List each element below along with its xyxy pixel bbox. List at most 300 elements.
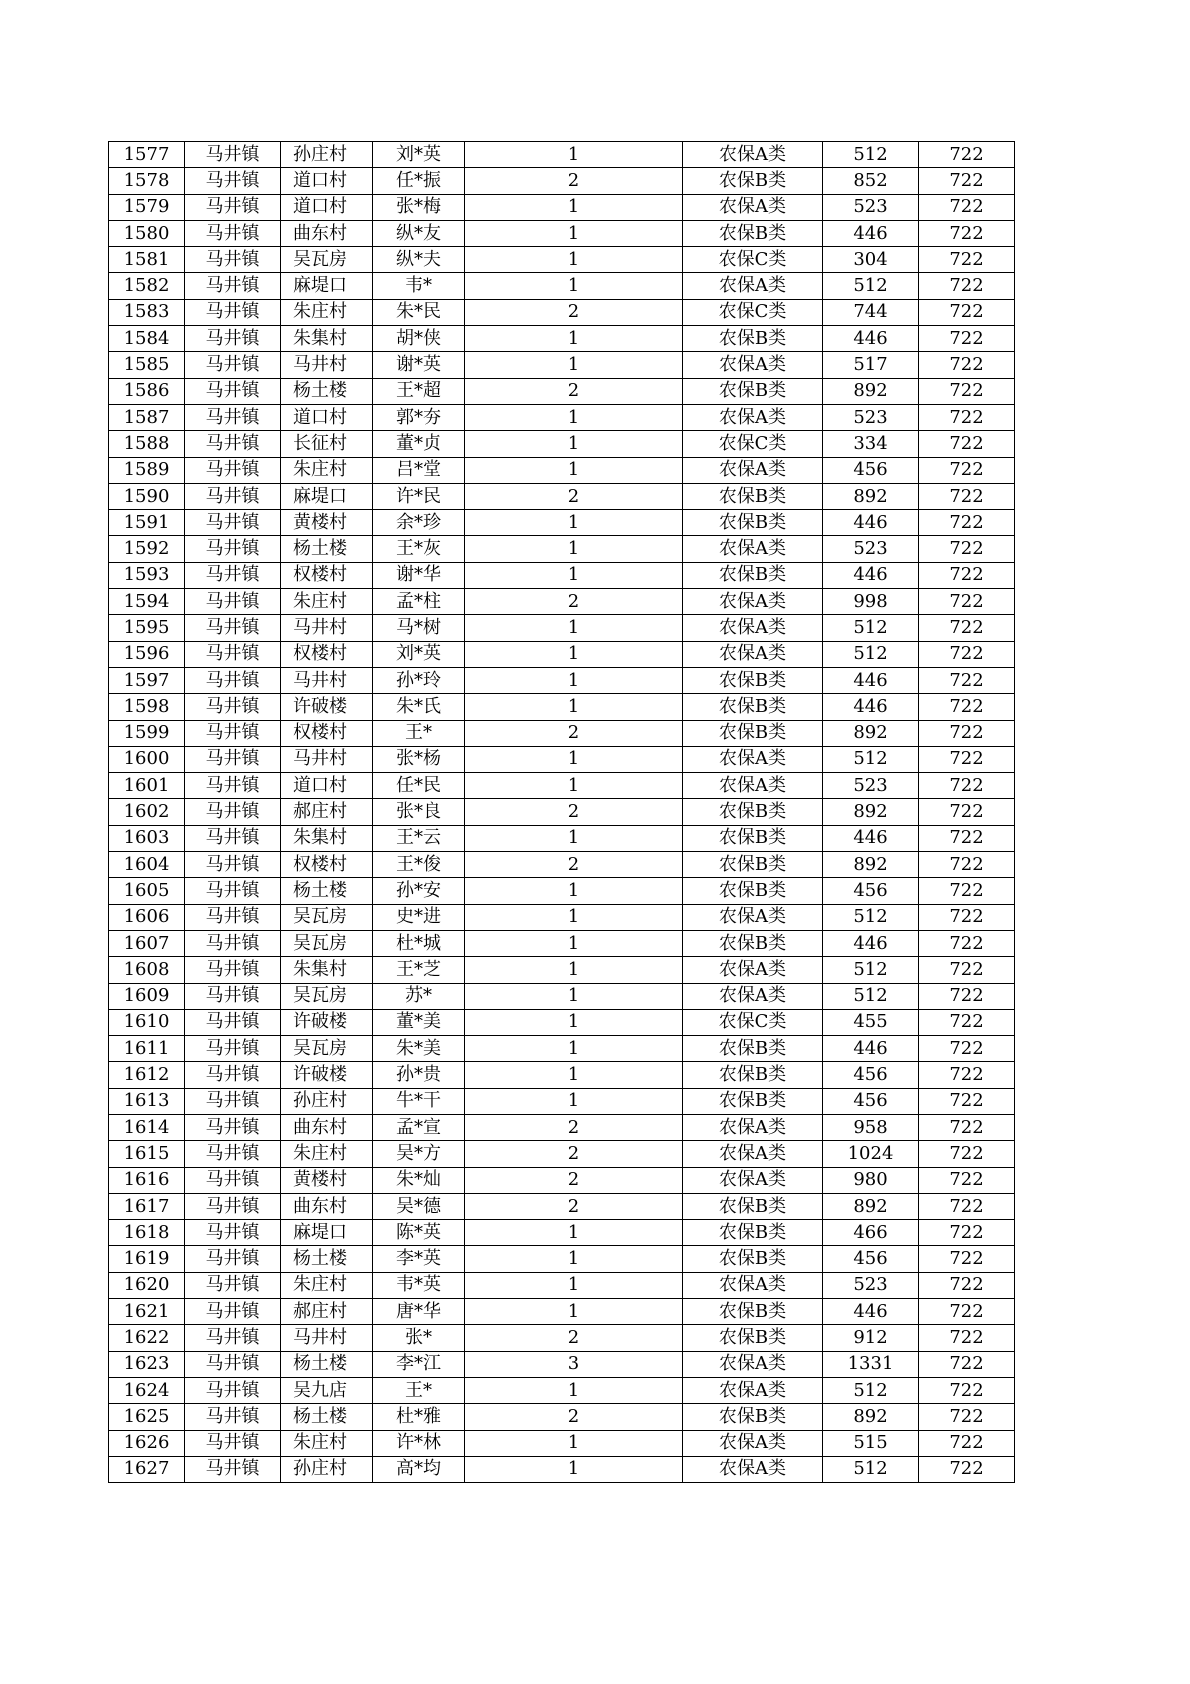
record-number-cell: 1580 (109, 220, 185, 246)
insurance-category-cell: 农保B类 (683, 483, 823, 509)
name-cell: 余*珍 (373, 510, 465, 536)
standard-cell: 722 (919, 1193, 1015, 1219)
town-cell: 马井镇 (185, 431, 281, 457)
insurance-category-cell: 农保B类 (683, 1299, 823, 1325)
standard-cell: 722 (919, 1325, 1015, 1351)
household-size-cell: 2 (465, 799, 683, 825)
town-cell: 马井镇 (185, 694, 281, 720)
household-size-cell: 1 (465, 247, 683, 273)
household-size-cell: 2 (465, 299, 683, 325)
table-row (109, 168, 1015, 194)
name-cell: 陈*英 (373, 1220, 465, 1246)
table-row (109, 1062, 1015, 1088)
record-number-cell: 1590 (109, 483, 185, 509)
standard-cell: 722 (919, 194, 1015, 220)
name-cell: 董*贞 (373, 431, 465, 457)
record-number-cell: 1613 (109, 1088, 185, 1114)
standard-cell: 722 (919, 720, 1015, 746)
village-cell: 权楼村 (281, 720, 373, 746)
amount-cell: 512 (823, 746, 919, 772)
standard-cell: 722 (919, 825, 1015, 851)
standard-cell: 722 (919, 983, 1015, 1009)
name-cell: 苏* (373, 983, 465, 1009)
record-number-cell: 1605 (109, 878, 185, 904)
town-cell: 马井镇 (185, 720, 281, 746)
name-cell: 张*杨 (373, 746, 465, 772)
name-cell: 刘*英 (373, 142, 465, 168)
name-cell: 纵*夫 (373, 247, 465, 273)
amount-cell: 456 (823, 1088, 919, 1114)
town-cell: 马井镇 (185, 1404, 281, 1430)
record-number-cell: 1585 (109, 352, 185, 378)
amount-cell: 744 (823, 299, 919, 325)
name-cell: 王*灰 (373, 536, 465, 562)
table-row (109, 1036, 1015, 1062)
record-number-cell: 1577 (109, 142, 185, 168)
household-size-cell: 1 (465, 194, 683, 220)
town-cell: 马井镇 (185, 299, 281, 325)
table-row (109, 1272, 1015, 1298)
household-size-cell: 1 (465, 904, 683, 930)
amount-cell: 512 (823, 957, 919, 983)
village-cell: 吴瓦房 (281, 983, 373, 1009)
record-number-cell: 1592 (109, 536, 185, 562)
town-cell: 马井镇 (185, 615, 281, 641)
town-cell: 马井镇 (185, 562, 281, 588)
insurance-category-cell: 农保A类 (683, 615, 823, 641)
name-cell: 谢*英 (373, 352, 465, 378)
standard-cell: 722 (919, 1141, 1015, 1167)
insurance-category-cell: 农保A类 (683, 746, 823, 772)
standard-cell: 722 (919, 1220, 1015, 1246)
record-number-cell: 1591 (109, 510, 185, 536)
town-cell: 马井镇 (185, 247, 281, 273)
table-row (109, 1299, 1015, 1325)
village-cell: 马井村 (281, 615, 373, 641)
town-cell: 马井镇 (185, 1456, 281, 1482)
standard-cell: 722 (919, 694, 1015, 720)
village-cell: 黄楼村 (281, 510, 373, 536)
household-size-cell: 2 (465, 1114, 683, 1140)
insurance-category-cell: 农保A类 (683, 273, 823, 299)
standard-cell: 722 (919, 326, 1015, 352)
standard-cell: 722 (919, 1167, 1015, 1193)
town-cell: 马井镇 (185, 878, 281, 904)
record-number-cell: 1597 (109, 667, 185, 693)
household-size-cell: 2 (465, 1325, 683, 1351)
village-cell: 黄楼村 (281, 1167, 373, 1193)
record-number-cell: 1627 (109, 1456, 185, 1482)
amount-cell: 446 (823, 930, 919, 956)
household-size-cell: 1 (465, 1377, 683, 1403)
village-cell: 许破楼 (281, 1009, 373, 1035)
amount-cell: 446 (823, 220, 919, 246)
record-number-cell: 1593 (109, 562, 185, 588)
insurance-category-cell: 农保B类 (683, 510, 823, 536)
name-cell: 韦*英 (373, 1272, 465, 1298)
insurance-category-cell: 农保B类 (683, 1193, 823, 1219)
record-number-cell: 1626 (109, 1430, 185, 1456)
household-size-cell: 1 (465, 983, 683, 1009)
table-row (109, 431, 1015, 457)
household-size-cell: 1 (465, 326, 683, 352)
insurance-category-cell: 农保A类 (683, 1141, 823, 1167)
name-cell: 李*英 (373, 1246, 465, 1272)
record-number-cell: 1614 (109, 1114, 185, 1140)
table-row (109, 641, 1015, 667)
amount-cell: 523 (823, 194, 919, 220)
village-cell: 朱庄村 (281, 1141, 373, 1167)
name-cell: 牛*干 (373, 1088, 465, 1114)
name-cell: 朱*美 (373, 1036, 465, 1062)
records-table-body (109, 142, 1015, 1483)
standard-cell: 722 (919, 1246, 1015, 1272)
name-cell: 谢*华 (373, 562, 465, 588)
village-cell: 吴瓦房 (281, 930, 373, 956)
insurance-category-cell: 农保B类 (683, 220, 823, 246)
table-row (109, 720, 1015, 746)
amount-cell: 446 (823, 1299, 919, 1325)
amount-cell: 456 (823, 1062, 919, 1088)
name-cell: 郭*夯 (373, 404, 465, 430)
town-cell: 马井镇 (185, 194, 281, 220)
record-number-cell: 1578 (109, 168, 185, 194)
amount-cell: 446 (823, 825, 919, 851)
record-number-cell: 1608 (109, 957, 185, 983)
standard-cell: 722 (919, 1377, 1015, 1403)
record-number-cell: 1594 (109, 589, 185, 615)
town-cell: 马井镇 (185, 746, 281, 772)
record-number-cell: 1584 (109, 326, 185, 352)
amount-cell: 455 (823, 1009, 919, 1035)
name-cell: 朱*灿 (373, 1167, 465, 1193)
amount-cell: 912 (823, 1325, 919, 1351)
amount-cell: 466 (823, 1220, 919, 1246)
household-size-cell: 1 (465, 273, 683, 299)
town-cell: 马井镇 (185, 799, 281, 825)
name-cell: 杜*雅 (373, 1404, 465, 1430)
table-row (109, 667, 1015, 693)
village-cell: 曲东村 (281, 1193, 373, 1219)
household-size-cell: 1 (465, 404, 683, 430)
amount-cell: 446 (823, 667, 919, 693)
household-size-cell: 1 (465, 562, 683, 588)
village-cell: 朱庄村 (281, 457, 373, 483)
town-cell: 马井镇 (185, 1220, 281, 1246)
town-cell: 马井镇 (185, 1299, 281, 1325)
table-row (109, 352, 1015, 378)
village-cell: 权楼村 (281, 641, 373, 667)
insurance-category-cell: 农保A类 (683, 1167, 823, 1193)
household-size-cell: 1 (465, 667, 683, 693)
insurance-category-cell: 农保B类 (683, 825, 823, 851)
village-cell: 马井村 (281, 746, 373, 772)
village-cell: 吴九店 (281, 1377, 373, 1403)
village-cell: 权楼村 (281, 852, 373, 878)
household-size-cell: 2 (465, 1167, 683, 1193)
town-cell: 马井镇 (185, 1114, 281, 1140)
town-cell: 马井镇 (185, 457, 281, 483)
insurance-category-cell: 农保B类 (683, 326, 823, 352)
amount-cell: 523 (823, 404, 919, 430)
table-row (109, 983, 1015, 1009)
town-cell: 马井镇 (185, 536, 281, 562)
standard-cell: 722 (919, 1114, 1015, 1140)
amount-cell: 512 (823, 142, 919, 168)
town-cell: 马井镇 (185, 142, 281, 168)
table-row (109, 299, 1015, 325)
town-cell: 马井镇 (185, 904, 281, 930)
standard-cell: 722 (919, 483, 1015, 509)
amount-cell: 958 (823, 1114, 919, 1140)
table-row (109, 1246, 1015, 1272)
household-size-cell: 2 (465, 720, 683, 746)
town-cell: 马井镇 (185, 930, 281, 956)
amount-cell: 446 (823, 694, 919, 720)
table-row (109, 273, 1015, 299)
town-cell: 马井镇 (185, 352, 281, 378)
amount-cell: 456 (823, 1246, 919, 1272)
record-number-cell: 1612 (109, 1062, 185, 1088)
village-cell: 道口村 (281, 168, 373, 194)
name-cell: 吴*德 (373, 1193, 465, 1219)
name-cell: 许*民 (373, 483, 465, 509)
amount-cell: 892 (823, 483, 919, 509)
table-row (109, 615, 1015, 641)
village-cell: 朱庄村 (281, 299, 373, 325)
standard-cell: 722 (919, 536, 1015, 562)
table-row (109, 773, 1015, 799)
amount-cell: 998 (823, 589, 919, 615)
table-row (109, 1456, 1015, 1482)
table-row (109, 825, 1015, 851)
amount-cell: 446 (823, 326, 919, 352)
table-row (109, 1325, 1015, 1351)
table-row (109, 1141, 1015, 1167)
insurance-category-cell: 农保C类 (683, 247, 823, 273)
insurance-category-cell: 农保A类 (683, 1114, 823, 1140)
name-cell: 韦* (373, 273, 465, 299)
standard-cell: 722 (919, 220, 1015, 246)
standard-cell: 722 (919, 1299, 1015, 1325)
town-cell: 马井镇 (185, 1167, 281, 1193)
insurance-category-cell: 农保B类 (683, 378, 823, 404)
town-cell: 马井镇 (185, 773, 281, 799)
standard-cell: 722 (919, 746, 1015, 772)
amount-cell: 512 (823, 615, 919, 641)
household-size-cell: 1 (465, 431, 683, 457)
town-cell: 马井镇 (185, 1088, 281, 1114)
insurance-category-cell: 农保C类 (683, 299, 823, 325)
name-cell: 马*树 (373, 615, 465, 641)
household-size-cell: 1 (465, 142, 683, 168)
insurance-category-cell: 农保A类 (683, 1272, 823, 1298)
town-cell: 马井镇 (185, 378, 281, 404)
record-number-cell: 1587 (109, 404, 185, 430)
amount-cell: 304 (823, 247, 919, 273)
name-cell: 杜*城 (373, 930, 465, 956)
village-cell: 许破楼 (281, 694, 373, 720)
name-cell: 张* (373, 1325, 465, 1351)
name-cell: 唐*华 (373, 1299, 465, 1325)
standard-cell: 722 (919, 1456, 1015, 1482)
standard-cell: 722 (919, 773, 1015, 799)
town-cell: 马井镇 (185, 483, 281, 509)
town-cell: 马井镇 (185, 825, 281, 851)
record-number-cell: 1621 (109, 1299, 185, 1325)
name-cell: 王*芝 (373, 957, 465, 983)
village-cell: 杨土楼 (281, 1351, 373, 1377)
record-number-cell: 1611 (109, 1036, 185, 1062)
record-number-cell: 1589 (109, 457, 185, 483)
table-row (109, 1430, 1015, 1456)
town-cell: 马井镇 (185, 404, 281, 430)
household-size-cell: 1 (465, 536, 683, 562)
household-size-cell: 1 (465, 746, 683, 772)
village-cell: 道口村 (281, 404, 373, 430)
household-size-cell: 1 (465, 1246, 683, 1272)
table-row (109, 904, 1015, 930)
standard-cell: 722 (919, 168, 1015, 194)
town-cell: 马井镇 (185, 1377, 281, 1403)
household-size-cell: 2 (465, 1193, 683, 1219)
amount-cell: 892 (823, 720, 919, 746)
village-cell: 孙庄村 (281, 1088, 373, 1114)
standard-cell: 722 (919, 1404, 1015, 1430)
village-cell: 曲东村 (281, 220, 373, 246)
household-size-cell: 2 (465, 168, 683, 194)
village-cell: 吴瓦房 (281, 247, 373, 273)
household-size-cell: 1 (465, 773, 683, 799)
village-cell: 杨土楼 (281, 378, 373, 404)
name-cell: 孟*宣 (373, 1114, 465, 1140)
record-number-cell: 1579 (109, 194, 185, 220)
record-number-cell: 1609 (109, 983, 185, 1009)
village-cell: 道口村 (281, 194, 373, 220)
table-row (109, 746, 1015, 772)
insurance-category-cell: 农保A类 (683, 142, 823, 168)
amount-cell: 892 (823, 1193, 919, 1219)
standard-cell: 722 (919, 378, 1015, 404)
village-cell: 马井村 (281, 1325, 373, 1351)
amount-cell: 512 (823, 641, 919, 667)
town-cell: 马井镇 (185, 1351, 281, 1377)
table-row (109, 1193, 1015, 1219)
table-row (109, 1009, 1015, 1035)
standard-cell: 722 (919, 247, 1015, 273)
name-cell: 王*超 (373, 378, 465, 404)
standard-cell: 722 (919, 457, 1015, 483)
table-row (109, 220, 1015, 246)
name-cell: 董*美 (373, 1009, 465, 1035)
record-number-cell: 1620 (109, 1272, 185, 1298)
standard-cell: 722 (919, 273, 1015, 299)
insurance-category-cell: 农保B类 (683, 1062, 823, 1088)
amount-cell: 512 (823, 273, 919, 299)
village-cell: 权楼村 (281, 562, 373, 588)
standard-cell: 722 (919, 352, 1015, 378)
household-size-cell: 1 (465, 694, 683, 720)
name-cell: 刘*英 (373, 641, 465, 667)
record-number-cell: 1586 (109, 378, 185, 404)
name-cell: 孙*玲 (373, 667, 465, 693)
household-size-cell: 1 (465, 1009, 683, 1035)
insurance-category-cell: 农保A类 (683, 1377, 823, 1403)
standard-cell: 722 (919, 930, 1015, 956)
town-cell: 马井镇 (185, 1062, 281, 1088)
record-number-cell: 1624 (109, 1377, 185, 1403)
name-cell: 王*俊 (373, 852, 465, 878)
table-row (109, 404, 1015, 430)
household-size-cell: 2 (465, 589, 683, 615)
table-row (109, 536, 1015, 562)
name-cell: 孙*安 (373, 878, 465, 904)
table-row (109, 878, 1015, 904)
town-cell: 马井镇 (185, 852, 281, 878)
village-cell: 吴瓦房 (281, 904, 373, 930)
insurance-category-cell: 农保A类 (683, 983, 823, 1009)
insurance-category-cell: 农保A类 (683, 404, 823, 430)
table-row (109, 1351, 1015, 1377)
standard-cell: 722 (919, 510, 1015, 536)
record-number-cell: 1596 (109, 641, 185, 667)
insurance-category-cell: 农保B类 (683, 667, 823, 693)
standard-cell: 722 (919, 142, 1015, 168)
record-number-cell: 1603 (109, 825, 185, 851)
insurance-category-cell: 农保B类 (683, 562, 823, 588)
household-size-cell: 2 (465, 483, 683, 509)
table-row (109, 378, 1015, 404)
name-cell: 高*均 (373, 1456, 465, 1482)
table-row (109, 930, 1015, 956)
insurance-category-cell: 农保B类 (683, 1246, 823, 1272)
village-cell: 麻堤口 (281, 483, 373, 509)
village-cell: 孙庄村 (281, 142, 373, 168)
name-cell: 史*进 (373, 904, 465, 930)
household-size-cell: 1 (465, 220, 683, 246)
town-cell: 马井镇 (185, 1193, 281, 1219)
town-cell: 马井镇 (185, 983, 281, 1009)
village-cell: 曲东村 (281, 1114, 373, 1140)
town-cell: 马井镇 (185, 168, 281, 194)
village-cell: 道口村 (281, 773, 373, 799)
town-cell: 马井镇 (185, 510, 281, 536)
town-cell: 马井镇 (185, 589, 281, 615)
household-size-cell: 1 (465, 1430, 683, 1456)
insurance-category-cell: 农保B类 (683, 1220, 823, 1246)
name-cell: 王* (373, 720, 465, 746)
amount-cell: 512 (823, 904, 919, 930)
household-size-cell: 2 (465, 378, 683, 404)
standard-cell: 722 (919, 852, 1015, 878)
name-cell: 任*民 (373, 773, 465, 799)
household-size-cell: 1 (465, 1036, 683, 1062)
amount-cell: 515 (823, 1430, 919, 1456)
household-size-cell: 1 (465, 1062, 683, 1088)
table-row (109, 589, 1015, 615)
record-number-cell: 1599 (109, 720, 185, 746)
record-number-cell: 1581 (109, 247, 185, 273)
standard-cell: 722 (919, 1351, 1015, 1377)
amount-cell: 892 (823, 852, 919, 878)
town-cell: 马井镇 (185, 1272, 281, 1298)
household-size-cell: 2 (465, 852, 683, 878)
town-cell: 马井镇 (185, 1325, 281, 1351)
insurance-category-cell: 农保A类 (683, 194, 823, 220)
table-row (109, 247, 1015, 273)
record-number-cell: 1604 (109, 852, 185, 878)
village-cell: 朱集村 (281, 957, 373, 983)
